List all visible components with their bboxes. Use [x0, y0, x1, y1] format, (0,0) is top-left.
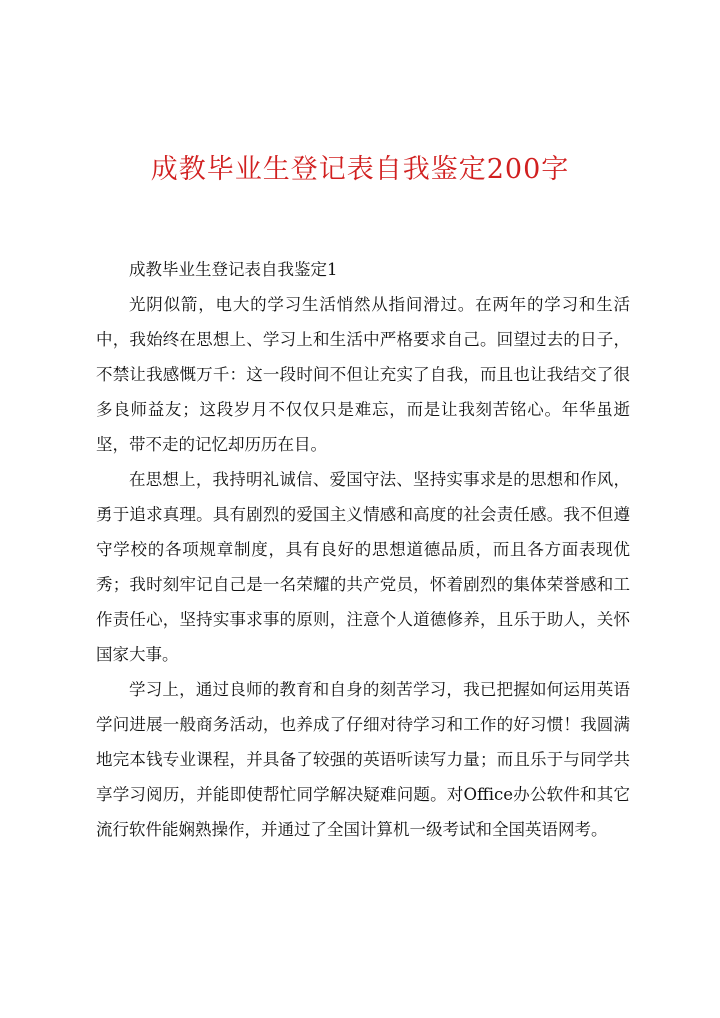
- paragraph-3: 学习上，通过良师的教育和自身的刻苦学习，我已把握如何运用英语学问进展一般商务活动，也养成了仔细对待学习和工作的好习惯！我圆满地完本钱专业课程，并具备了较强的英语听读写力量；而且乐于与同学共享学习阅历，并能即使帮忙同学解决疑难问题。对Office办公软件和其它流行软件能娴熟操作，并通过了全国计算机一级考试和全国英语网考。: [96, 680, 630, 839]
- paragraph-1: 光阴似箭，电大的学习生活悄然从指间滑过。在两年的学习和生活中，我始终在思想上、学习上和生活中严格要求自己。回望过去的日子，不禁让我感慨万千：这一段时间不但让充实了自我，而且也让我结交了很多良师益友；这段岁月不仅仅只是难忘，而是让我刻苦铭心。年华虽逝坚，带不走的记忆却历历在目。: [96, 295, 630, 454]
- document-body: [96, 252, 630, 847]
- section-heading: 成教毕业生登记表自我鉴定1: [129, 260, 338, 279]
- document-title: 成教毕业生登记表自我鉴定200字: [150, 154, 570, 185]
- paragraph-2: 在思想上，我持明礼诚信、爱国守法、坚持实事求是的思想和作风，勇于追求真理。具有剧烈的爱国主义情感和高度的社会责任感。我不但遵守学校的各项规章制度，具有良好的思想道德品质，而且各方面表现优秀；我时刻牢记自己是一名荣耀的共产党员，怀着剧烈的集体荣誉感和工作责任心，坚持实事求事的原则，注意个人道德修养，且乐于助人，关怀国家大事。: [96, 470, 630, 664]
